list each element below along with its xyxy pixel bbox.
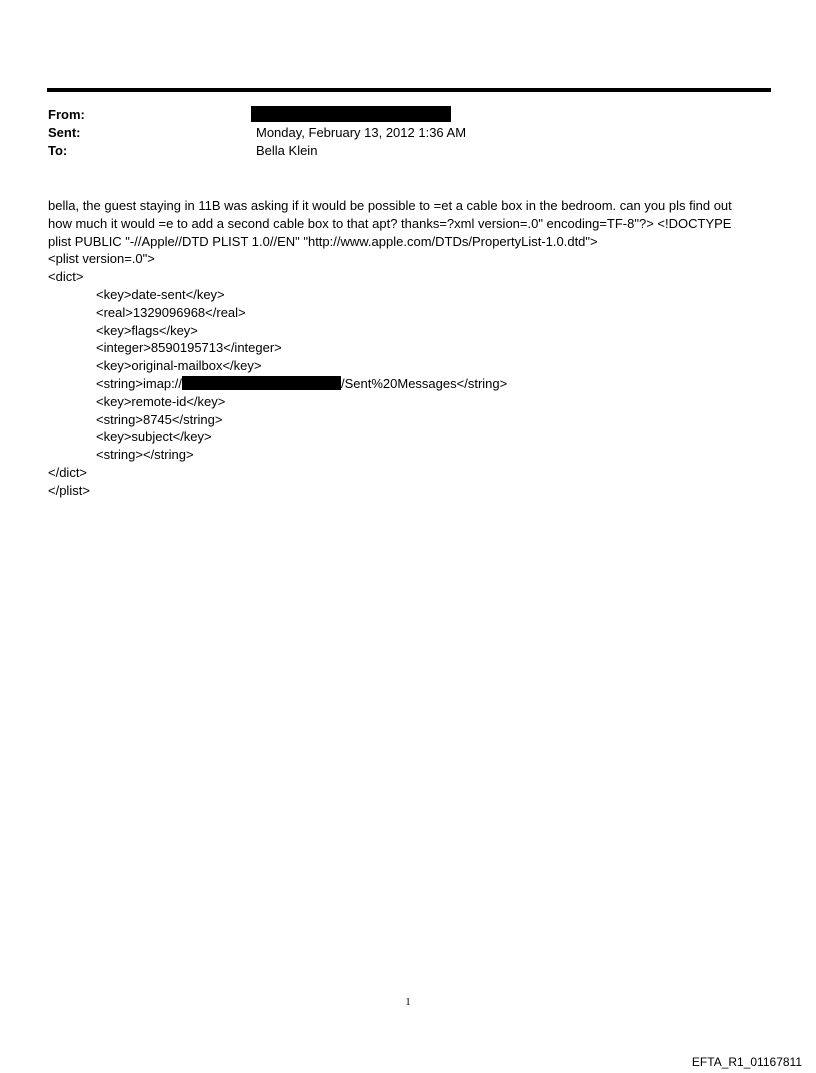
- page-number: 1: [405, 996, 411, 1008]
- mailbox-string-prefix: <string>imap://: [96, 375, 182, 391]
- body-line: <string>8745</string>: [96, 411, 223, 427]
- body-line: <dict>: [48, 269, 84, 285]
- body-line: plist PUBLIC "-//Apple//DTD PLIST 1.0//EN" "http://www.apple.com/DTDs/PropertyList-1.0.dtd">: [48, 233, 598, 249]
- body-line: <string></string>: [96, 447, 194, 463]
- mailbox-string-line: [48, 375, 778, 393]
- sent-row: [48, 124, 748, 142]
- to-value: Bella Klein: [256, 143, 318, 158]
- body-line: <key>flags</key>: [96, 322, 198, 338]
- body-line: <key>date-sent</key>: [96, 286, 225, 302]
- body-line: <plist version=.0">: [48, 251, 155, 267]
- body-line: </plist>: [48, 482, 90, 498]
- body-line: <integer>8590195713</integer>: [96, 340, 282, 356]
- body-line: how much it would =e to add a second cable box to that apt? thanks=?xml version=.0" encoding=TF-8"?> <!DOCTYPE: [48, 215, 732, 231]
- email-body: [48, 197, 778, 500]
- from-label: From:: [48, 107, 85, 122]
- body-line: </dict>: [48, 464, 88, 480]
- redaction-box: [251, 106, 451, 122]
- email-header: [48, 106, 748, 160]
- to-label: To:: [48, 143, 68, 158]
- redaction-box: [182, 376, 341, 390]
- mailbox-string-suffix: /Sent%20Messages</string>: [341, 375, 508, 391]
- sent-label: Sent:: [48, 125, 81, 140]
- to-row: [48, 142, 748, 160]
- body-line: <key>original-mailbox</key>: [96, 358, 262, 374]
- from-row: [48, 106, 748, 124]
- header-divider: [47, 88, 771, 92]
- body-line: <key>subject</key>: [96, 429, 212, 445]
- body-line: <key>remote-id</key>: [96, 393, 226, 409]
- body-line: bella, the guest staying in 11B was asking if it would be possible to =et a cable box in the bedroom. can you pls find out: [48, 198, 732, 213]
- sent-value: Monday, February 13, 2012 1:36 AM: [256, 125, 467, 140]
- bates-number: EFTA_R1_01167811: [691, 1055, 802, 1069]
- body-line: <real>1329096968</real>: [96, 304, 246, 320]
